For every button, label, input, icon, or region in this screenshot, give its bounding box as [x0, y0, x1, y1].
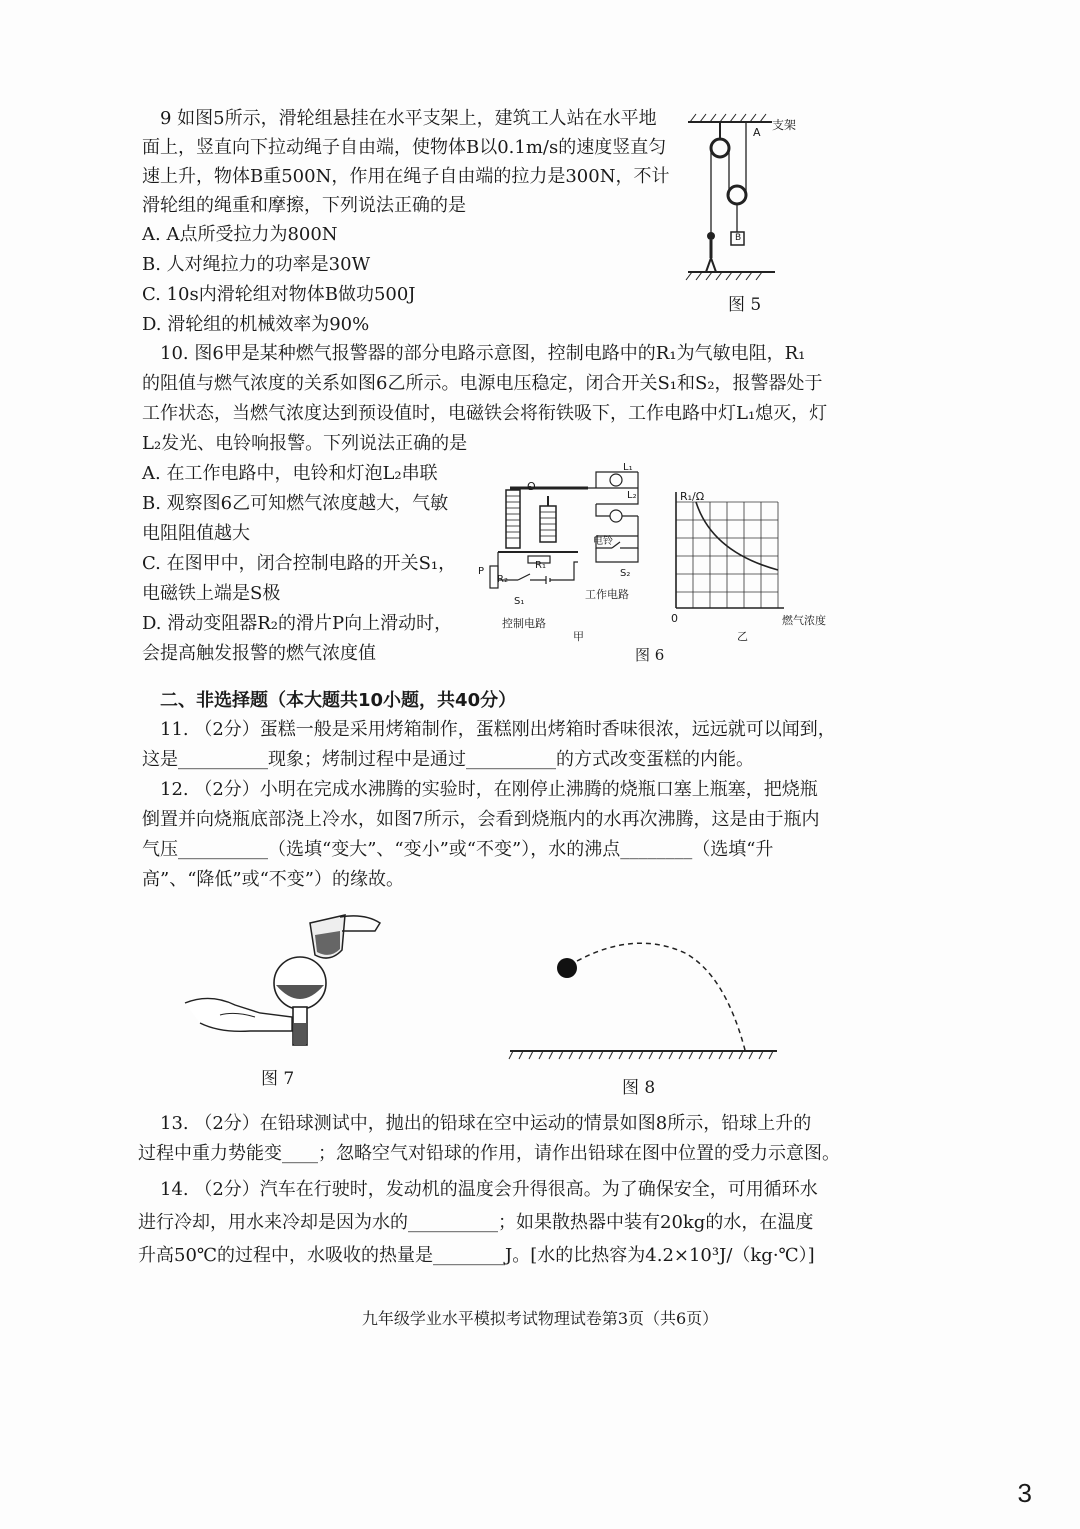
fig6-control-label: 控制电路: [502, 617, 546, 630]
q14-line-2: 进行冷却，用水来冷却是因为水的__________；如果散热器中装有20kg的水，在温度: [138, 1212, 814, 1233]
fig6-yi-label: 乙: [737, 630, 748, 643]
section-2-title: 二、非选择题（本大题共10小题，共40分）: [160, 690, 517, 711]
fig6-o-label: O: [527, 480, 536, 493]
figure-7-flask: [180, 905, 410, 1055]
fig6-bell-label: 电铃: [593, 536, 613, 547]
page-footer: 九年级学业水平模拟考试物理试卷第3页（共6页）: [361, 1309, 719, 1328]
q10-line-2: 的阻值与燃气浓度的关系如图6乙所示。电源电压稳定，闭合开关S₁和S₂，报警器处于: [142, 373, 823, 394]
fig6-s1-label: S₁: [514, 596, 525, 607]
q10-option-a: A. 在工作电路中，电铃和灯泡L₂串联: [142, 463, 438, 484]
q10-line-4: L₂发光、电铃响报警。下列说法正确的是: [142, 433, 468, 454]
q13-line-2: 过程中重力势能变____；忽略空气对铅球的作用，请作出铅球在图中位置的受力示意图。: [138, 1143, 840, 1164]
q9-option-a: A. A点所受拉力为800N: [142, 224, 338, 245]
figure-8-shot-put: [505, 935, 785, 1065]
fig6-jia-label: 甲: [573, 630, 584, 643]
fig6-x-axis-label: 燃气浓度: [782, 614, 826, 627]
page-number: 3: [1017, 1478, 1032, 1508]
figure-5-caption: 图 5: [728, 295, 762, 315]
q11-line-1: 11. （2分）蛋糕一般是采用烤箱制作，蛋糕刚出烤箱时香味很浓，远远就可以闻到，: [160, 719, 836, 740]
figure-5-pulley: [680, 110, 810, 285]
figure-6b-graph: [672, 492, 787, 614]
q9-line-1: 9 如图5所示，滑轮组悬挂在水平支架上，建筑工人站在水平地: [160, 108, 657, 129]
q12-line-3: 气压__________（选填“变大”、“变小”或“不变”），水的沸点________（选填“升: [142, 839, 774, 860]
figure-6a-circuit: [488, 462, 658, 612]
q14-line-3: 升高50℃的过程中，水吸收的热量是________J。[水的比热容为4.2×10³J/（kg·℃）]: [138, 1245, 815, 1266]
q9-line-4: 滑轮组的绳重和摩擦，下列说法正确的是: [142, 195, 466, 216]
fig5-a-label: A: [753, 126, 761, 139]
fig6-origin-label: 0: [671, 612, 678, 625]
q9-option-d: D. 滑轮组的机械效率为90%: [142, 314, 370, 335]
figure-6-caption: 图 6: [635, 646, 665, 664]
q10-line-3: 工作状态，当燃气浓度达到预设值时，电磁铁会将衔铁吸下，工作电路中灯L₁熄灭，灯: [142, 403, 828, 424]
q10-option-d: D. 滑动变阻器R₂的滑片P向上滑动时，: [142, 613, 453, 634]
q12-line-1: 12. （2分）小明在完成水沸腾的实验时，在刚停止沸腾的烧瓶口塞上瓶塞，把烧瓶: [160, 779, 818, 800]
q10-option-c: C. 在图甲中，闭合控制电路的开关S₁，: [142, 553, 457, 574]
q9-option-c: C. 10s内滑轮组对物体B做功500J: [142, 284, 416, 305]
fig6-y-axis-label: R₁/Ω: [680, 490, 705, 503]
q9-line-2: 面上，竖直向下拉动绳子自由端，使物体B以0.1m/s的速度竖直匀: [142, 137, 667, 158]
q10-option-b-cont: 电阻阻值越大: [142, 523, 250, 544]
fig5-b-label: B: [735, 233, 742, 243]
figure-7-caption: 图 7: [261, 1069, 295, 1089]
q10-option-d-cont: 会提高触发报警的燃气浓度值: [142, 643, 376, 664]
fig6-s2-label: S₂: [620, 568, 631, 579]
q10-option-b: B. 观察图6乙可知燃气浓度越大，气敏: [142, 493, 449, 514]
q14-line-1: 14. （2分）汽车在行驶时，发动机的温度会升得很高。为了确保安全，可用循环水: [160, 1179, 818, 1200]
q10-option-c-cont: 电磁铁上端是S极: [142, 583, 281, 604]
fig5-support-label: 支架: [772, 118, 797, 132]
fig6-l1-label: L₁: [623, 462, 633, 473]
fig6-l2-label: L₂: [627, 490, 637, 501]
fig6-r2-label: R₂: [497, 574, 508, 585]
figure-8-caption: 图 8: [622, 1078, 656, 1098]
q10-line-1: 10. 图6甲是某种燃气报警器的部分电路示意图，控制电路中的R₁为气敏电阻，R₁: [160, 343, 806, 364]
q11-line-2: 这是__________现象；烤制过程中是通过__________的方式改变蛋糕的内能。: [142, 749, 754, 770]
q9-line-3: 速上升，物体B重500N，作用在绳子自由端的拉力是300N，不计: [142, 166, 670, 187]
fig6-p-label: P: [478, 566, 485, 577]
q12-line-2: 倒置并向烧瓶底部浇上冷水，如图7所示，会看到烧瓶内的水再次沸腾，这是由于瓶内: [142, 809, 820, 830]
q9-option-b: B. 人对绳拉力的功率是30W: [142, 254, 371, 275]
q12-line-4: 高”、“降低”或“不变”）的缘故。: [142, 869, 405, 890]
fig6-r1-label: R₁: [535, 560, 546, 571]
q13-line-1: 13. （2分）在铅球测试中，抛出的铅球在空中运动的情景如图8所示，铅球上升的: [160, 1113, 812, 1134]
fig6-work-label: 工作电路: [585, 588, 629, 601]
